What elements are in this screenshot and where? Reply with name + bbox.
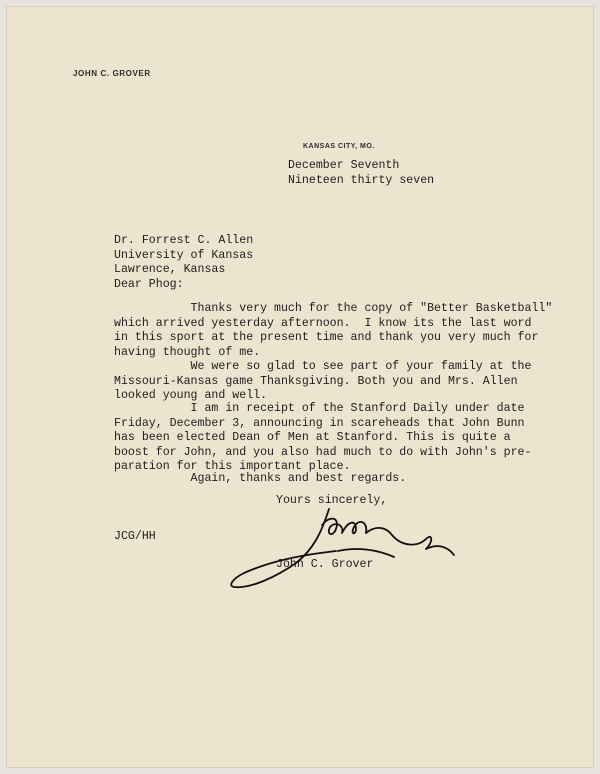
date-line-1: December Seventh [288,159,400,172]
paragraph-4: Again, thanks and best regards. [114,472,407,485]
paragraph-line: having thought of me. [114,345,261,359]
recipient-line-3: Lawrence, Kansas [114,263,226,277]
paragraph-line: Missouri-Kansas game Thanksgiving. Both you and Mrs. Allen [114,374,518,388]
paragraph-line: Friday, December 3, announcing in scareheads that John Bunn [114,416,525,430]
paragraph-line: I am in receipt of the Stanford Daily under date [114,402,525,415]
complimentary-closing: Yours sincerely, [276,494,388,507]
recipient-address [114,234,253,278]
letter-date [288,159,434,188]
paragraph-line: looked young and well. [114,389,268,403]
typist-initials: JCG/HH [114,530,156,543]
paragraph-line: We were so glad to see part of your family at the [114,360,532,373]
letterhead-name: JOHN C. GROVER [73,69,151,78]
paragraph-2 [114,360,531,404]
typed-signer-name: John C. Grover [276,558,374,571]
paragraph-line: in this sport at the present time and thank you very much for [114,331,539,345]
paragraph-line: Thanks very much for the copy of "Better Basketball" [114,302,553,315]
paragraph-line: has been elected Dean of Men at Stanford. This is quite a [114,431,511,445]
recipient-line-1: Dr. Forrest C. Allen [114,234,254,247]
paragraph-3 [114,402,531,475]
paragraph-line: boost for John, and you also had much to do with John's pre- [114,445,532,459]
salutation: Dear Phog: [114,278,184,291]
letter-sheet [6,6,594,768]
paragraph-line: paration for this important place. [114,460,351,474]
paragraph-1 [114,302,552,360]
date-line-2: Nineteen thirty seven [288,173,435,187]
recipient-line-2: University of Kansas [114,248,254,262]
paragraph-line: which arrived yesterday afternoon. I know its the last word [114,316,532,330]
handwritten-signature [226,501,466,596]
letterhead-city: KANSAS CITY, MO. [303,143,375,150]
